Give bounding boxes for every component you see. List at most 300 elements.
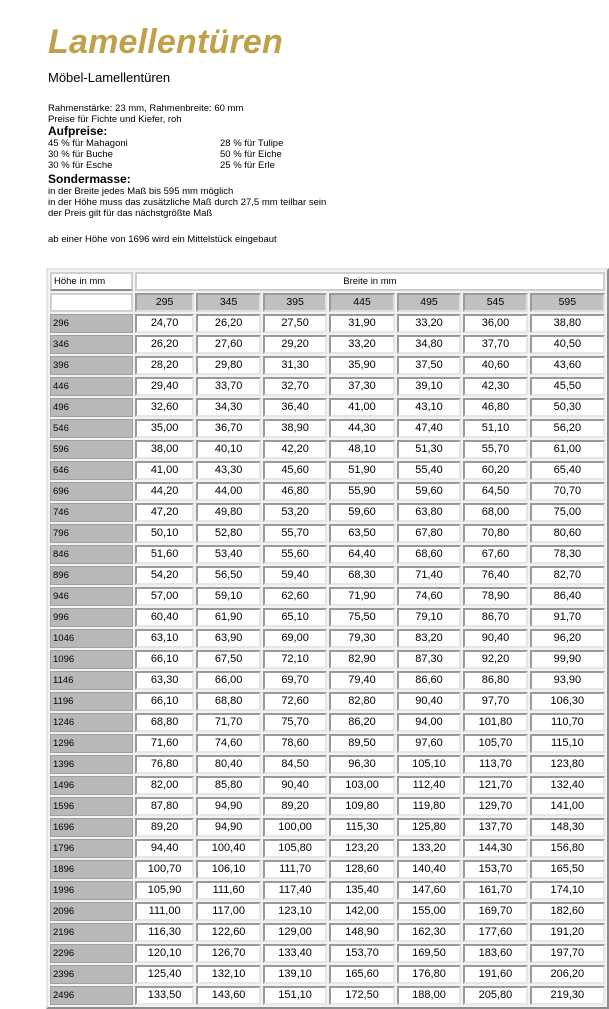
price-cell: 29,80: [196, 356, 260, 375]
price-cell: 121,70: [463, 776, 527, 795]
price-cell: 26,20: [135, 335, 195, 354]
surcharges-list: [48, 138, 568, 171]
special-size-line: der Preis gilt für das nächstgrößte Maß: [48, 208, 213, 219]
price-cell: 161,70: [463, 881, 527, 900]
price-cell: 51,30: [397, 440, 461, 459]
price-cell: 165,60: [329, 965, 394, 984]
price-cell: 66,10: [135, 692, 195, 711]
price-cell: 94,90: [196, 818, 260, 837]
table-row: [50, 923, 605, 942]
price-cell: 183,60: [463, 944, 527, 963]
price-cell: 72,60: [263, 692, 327, 711]
table-row: [50, 650, 605, 669]
price-cell: 59,10: [196, 587, 260, 606]
height-cell: 796: [50, 524, 133, 543]
price-cell: 117,00: [196, 902, 260, 921]
price-cell: 56,50: [196, 566, 260, 585]
price-cell: 38,80: [530, 314, 605, 333]
price-cell: 31,30: [263, 356, 327, 375]
surcharge-item: 30 % für Esche: [48, 160, 113, 171]
price-cell: 28,20: [135, 356, 195, 375]
special-size-line: in der Höhe muss das zusätzliche Maß durch 27,5 mm teilbar sein: [48, 197, 327, 208]
price-cell: 36,70: [196, 419, 260, 438]
price-cell: 162,30: [397, 923, 461, 942]
price-cell: 55,70: [463, 440, 527, 459]
price-cell: 70,80: [463, 524, 527, 543]
surcharge-item: 45 % für Mahagoni: [48, 138, 128, 149]
price-cell: 153,70: [463, 860, 527, 879]
table-row: [50, 839, 605, 858]
price-cell: 156,80: [530, 839, 605, 858]
price-cell: 87,30: [397, 650, 461, 669]
price-cell: 51,90: [329, 461, 394, 480]
price-cell: 68,80: [196, 692, 260, 711]
price-cell: 97,60: [397, 734, 461, 753]
price-cell: 119,80: [397, 797, 461, 816]
price-cell: 89,20: [263, 797, 327, 816]
price-cell: 40,10: [196, 440, 260, 459]
price-cell: 78,60: [263, 734, 327, 753]
price-cell: 125,80: [397, 818, 461, 837]
price-cell: 126,70: [196, 944, 260, 963]
width-header-cell: 395: [263, 293, 327, 312]
wood-type-text: Preise für Fichte und Kiefer, roh: [48, 114, 182, 125]
price-cell: 37,30: [329, 377, 394, 396]
price-cell: 36,00: [463, 314, 527, 333]
price-cell: 71,70: [196, 713, 260, 732]
price-cell: 188,00: [397, 986, 461, 1005]
price-cell: 153,70: [329, 944, 394, 963]
table-row: [50, 545, 605, 564]
price-cell: 68,80: [135, 713, 195, 732]
price-cell: 52,80: [196, 524, 260, 543]
table-row: [50, 965, 605, 984]
table-row: [50, 566, 605, 585]
price-cell: 112,40: [397, 776, 461, 795]
price-cell: 64,40: [329, 545, 394, 564]
price-cell: 64,50: [463, 482, 527, 501]
price-cell: 125,40: [135, 965, 195, 984]
height-cell: 746: [50, 503, 133, 522]
price-cell: 48,10: [329, 440, 394, 459]
price-cell: 75,70: [263, 713, 327, 732]
height-cell: 1396: [50, 755, 133, 774]
price-cell: 133,50: [135, 986, 195, 1005]
table-row: [50, 461, 605, 480]
price-cell: 63,10: [135, 629, 195, 648]
price-cell: 111,00: [135, 902, 195, 921]
price-table: [46, 268, 609, 1009]
price-cell: 31,90: [329, 314, 394, 333]
table-row: [50, 587, 605, 606]
price-cell: 70,70: [530, 482, 605, 501]
price-cell: 123,20: [329, 839, 394, 858]
price-cell: 96,30: [329, 755, 394, 774]
price-cell: 86,80: [463, 671, 527, 690]
table-row: [50, 314, 605, 333]
table-header-row: [50, 272, 605, 291]
price-cell: 91,70: [530, 608, 605, 627]
price-cell: 68,60: [397, 545, 461, 564]
price-cell: 80,60: [530, 524, 605, 543]
price-cell: 96,20: [530, 629, 605, 648]
price-cell: 110,70: [530, 713, 605, 732]
price-cell: 105,10: [397, 755, 461, 774]
price-cell: 80,40: [196, 755, 260, 774]
width-header-cell: 495: [397, 293, 461, 312]
price-cell: 78,90: [463, 587, 527, 606]
price-cell: 103,00: [329, 776, 394, 795]
price-cell: 83,20: [397, 629, 461, 648]
price-cell: 219,30: [530, 986, 605, 1005]
height-cell: 1896: [50, 860, 133, 879]
surcharge-item: 30 % für Buche: [48, 149, 113, 160]
price-cell: 140,40: [397, 860, 461, 879]
price-cell: 59,40: [263, 566, 327, 585]
price-cell: 113,70: [463, 755, 527, 774]
price-cell: 106,10: [196, 860, 260, 879]
price-cell: 53,20: [263, 503, 327, 522]
price-cell: 68,00: [463, 503, 527, 522]
price-cell: 69,00: [263, 629, 327, 648]
price-cell: 55,70: [263, 524, 327, 543]
width-header-cell: 545: [463, 293, 527, 312]
page-subtitle: Möbel-Lamellentüren: [48, 70, 171, 85]
price-cell: 35,90: [329, 356, 394, 375]
price-cell: 100,70: [135, 860, 195, 879]
price-cell: 67,50: [196, 650, 260, 669]
height-cell: 1046: [50, 629, 133, 648]
surcharges-heading: Aufpreise:: [48, 124, 108, 138]
price-cell: 128,60: [329, 860, 394, 879]
price-cell: 57,00: [135, 587, 195, 606]
special-size-line: in der Breite jedes Maß bis 595 mm möglich: [48, 186, 234, 197]
height-cell: 2096: [50, 902, 133, 921]
price-cell: 39,10: [397, 377, 461, 396]
price-cell: 33,20: [329, 335, 394, 354]
price-cell: 82,90: [329, 650, 394, 669]
price-cell: 137,70: [463, 818, 527, 837]
table-row: [50, 902, 605, 921]
price-cell: 67,80: [397, 524, 461, 543]
price-cell: 141,00: [530, 797, 605, 816]
price-cell: 169,50: [397, 944, 461, 963]
table-row: [50, 881, 605, 900]
empty-corner-cell: [50, 293, 133, 312]
price-cell: 133,40: [263, 944, 327, 963]
price-cell: 44,30: [329, 419, 394, 438]
width-header-label: Breite in mm: [135, 272, 605, 291]
price-cell: 132,40: [530, 776, 605, 795]
price-cell: 76,80: [135, 755, 195, 774]
height-cell: 1596: [50, 797, 133, 816]
price-cell: 123,10: [263, 902, 327, 921]
price-cell: 41,00: [135, 461, 195, 480]
price-cell: 133,20: [397, 839, 461, 858]
height-cell: 1246: [50, 713, 133, 732]
table-row: [50, 692, 605, 711]
price-cell: 59,60: [329, 503, 394, 522]
price-cell: 40,50: [530, 335, 605, 354]
price-cell: 27,60: [196, 335, 260, 354]
price-cell: 27,50: [263, 314, 327, 333]
height-cell: 296: [50, 314, 133, 333]
price-cell: 55,40: [397, 461, 461, 480]
price-cell: 86,40: [530, 587, 605, 606]
price-cell: 45,60: [263, 461, 327, 480]
price-cell: 29,20: [263, 335, 327, 354]
price-cell: 55,60: [263, 545, 327, 564]
page-title: Lamellentüren: [48, 23, 283, 61]
table-row: [50, 986, 605, 1005]
price-cell: 41,00: [329, 398, 394, 417]
width-header-cell: 445: [329, 293, 394, 312]
height-cell: 1796: [50, 839, 133, 858]
width-header-cell: 345: [196, 293, 260, 312]
price-cell: 67,60: [463, 545, 527, 564]
price-cell: 47,40: [397, 419, 461, 438]
price-table-body: [50, 272, 605, 1005]
price-cell: 79,30: [329, 629, 394, 648]
price-cell: 32,70: [263, 377, 327, 396]
price-cell: 97,70: [463, 692, 527, 711]
price-cell: 129,00: [263, 923, 327, 942]
price-cell: 74,60: [397, 587, 461, 606]
height-cell: 1196: [50, 692, 133, 711]
price-cell: 176,80: [397, 965, 461, 984]
price-cell: 62,60: [263, 587, 327, 606]
price-cell: 169,70: [463, 902, 527, 921]
price-cell: 36,40: [263, 398, 327, 417]
price-cell: 87,80: [135, 797, 195, 816]
price-cell: 174,10: [530, 881, 605, 900]
frame-dimensions-text: Rahmenstärke: 23 mm, Rahmenbreite: 60 mm: [48, 103, 244, 114]
price-cell: 206,20: [530, 965, 605, 984]
table-row: [50, 629, 605, 648]
width-header-cell: 295: [135, 293, 195, 312]
table-row: [50, 755, 605, 774]
price-cell: 85,80: [196, 776, 260, 795]
price-cell: 34,30: [196, 398, 260, 417]
price-cell: 116,30: [135, 923, 195, 942]
price-cell: 177,60: [463, 923, 527, 942]
price-cell: 24,70: [135, 314, 195, 333]
height-cell: 346: [50, 335, 133, 354]
price-cell: 82,00: [135, 776, 195, 795]
price-cell: 197,70: [530, 944, 605, 963]
price-cell: 94,90: [196, 797, 260, 816]
price-cell: 122,60: [196, 923, 260, 942]
price-cell: 26,20: [196, 314, 260, 333]
price-cell: 71,90: [329, 587, 394, 606]
price-cell: 60,20: [463, 461, 527, 480]
table-row: [50, 356, 605, 375]
price-cell: 82,70: [530, 566, 605, 585]
price-cell: 105,80: [263, 839, 327, 858]
price-cell: 40,60: [463, 356, 527, 375]
price-cell: 148,30: [530, 818, 605, 837]
price-cell: 105,90: [135, 881, 195, 900]
price-cell: 106,30: [530, 692, 605, 711]
table-row: [50, 713, 605, 732]
price-cell: 55,90: [329, 482, 394, 501]
table-row: [50, 440, 605, 459]
height-cell: 2396: [50, 965, 133, 984]
price-cell: 82,80: [329, 692, 394, 711]
price-cell: 205,80: [463, 986, 527, 1005]
price-cell: 79,10: [397, 608, 461, 627]
price-cell: 94,40: [135, 839, 195, 858]
price-cell: 165,50: [530, 860, 605, 879]
price-cell: 29,40: [135, 377, 195, 396]
table-row: [50, 503, 605, 522]
price-cell: 135,40: [329, 881, 394, 900]
price-cell: 129,70: [463, 797, 527, 816]
price-cell: 75,00: [530, 503, 605, 522]
price-cell: 148,90: [329, 923, 394, 942]
price-cell: 132,10: [196, 965, 260, 984]
price-cell: 56,20: [530, 419, 605, 438]
price-cell: 49,80: [196, 503, 260, 522]
height-cell: 1146: [50, 671, 133, 690]
table-row: [50, 860, 605, 879]
price-cell: 63,30: [135, 671, 195, 690]
price-cell: 101,80: [463, 713, 527, 732]
height-cell: 1696: [50, 818, 133, 837]
price-cell: 71,60: [135, 734, 195, 753]
height-column-label: Höhe in mm: [50, 272, 133, 291]
surcharge-item: 50 % für Eiche: [220, 149, 282, 160]
document-page: [48, 22, 568, 245]
height-cell: 896: [50, 566, 133, 585]
price-cell: 63,50: [329, 524, 394, 543]
height-cell: 596: [50, 440, 133, 459]
price-cell: 78,30: [530, 545, 605, 564]
price-cell: 54,20: [135, 566, 195, 585]
price-cell: 84,50: [263, 755, 327, 774]
price-cell: 115,10: [530, 734, 605, 753]
price-cell: 139,10: [263, 965, 327, 984]
info-block: [48, 103, 568, 125]
table-row: [50, 419, 605, 438]
price-cell: 66,00: [196, 671, 260, 690]
price-cell: 86,70: [463, 608, 527, 627]
price-cell: 86,20: [329, 713, 394, 732]
price-cell: 38,90: [263, 419, 327, 438]
price-cell: 191,20: [530, 923, 605, 942]
table-row: [50, 944, 605, 963]
price-cell: 43,30: [196, 461, 260, 480]
table-row: [50, 776, 605, 795]
price-cell: 46,80: [263, 482, 327, 501]
price-cell: 43,10: [397, 398, 461, 417]
price-cell: 100,40: [196, 839, 260, 858]
table-row: [50, 482, 605, 501]
price-cell: 111,60: [196, 881, 260, 900]
price-cell: 120,10: [135, 944, 195, 963]
table-row: [50, 524, 605, 543]
price-cell: 93,90: [530, 671, 605, 690]
height-cell: 646: [50, 461, 133, 480]
surcharge-item: 25 % für Erle: [220, 160, 275, 171]
height-cell: 2196: [50, 923, 133, 942]
price-cell: 143,60: [196, 986, 260, 1005]
price-cell: 74,60: [196, 734, 260, 753]
price-cell: 94,00: [397, 713, 461, 732]
price-cell: 92,20: [463, 650, 527, 669]
price-cell: 147,60: [397, 881, 461, 900]
price-cell: 33,20: [397, 314, 461, 333]
price-cell: 100,00: [263, 818, 327, 837]
table-row: [50, 398, 605, 417]
height-cell: 846: [50, 545, 133, 564]
price-cell: 68,30: [329, 566, 394, 585]
price-cell: 46,80: [463, 398, 527, 417]
price-cell: 50,30: [530, 398, 605, 417]
price-cell: 142,00: [329, 902, 394, 921]
price-cell: 38,00: [135, 440, 195, 459]
price-cell: 42,20: [263, 440, 327, 459]
price-cell: 63,80: [397, 503, 461, 522]
price-cell: 105,70: [463, 734, 527, 753]
height-cell: 1096: [50, 650, 133, 669]
height-cell: 396: [50, 356, 133, 375]
height-cell: 946: [50, 587, 133, 606]
price-cell: 155,00: [397, 902, 461, 921]
price-cell: 72,10: [263, 650, 327, 669]
middle-piece-notice: ab einer Höhe von 1696 wird ein Mittelstück eingebaut: [48, 234, 277, 245]
price-cell: 69,70: [263, 671, 327, 690]
height-cell: 1996: [50, 881, 133, 900]
price-cell: 47,20: [135, 503, 195, 522]
price-cell: 61,90: [196, 608, 260, 627]
price-cell: 151,10: [263, 986, 327, 1005]
price-cell: 71,40: [397, 566, 461, 585]
price-cell: 86,60: [397, 671, 461, 690]
height-cell: 1496: [50, 776, 133, 795]
price-cell: 63,90: [196, 629, 260, 648]
table-row: [50, 335, 605, 354]
price-cell: 115,30: [329, 818, 394, 837]
price-cell: 45,50: [530, 377, 605, 396]
price-cell: 37,50: [397, 356, 461, 375]
price-cell: 65,10: [263, 608, 327, 627]
price-cell: 66,10: [135, 650, 195, 669]
price-cell: 42,30: [463, 377, 527, 396]
price-cell: 117,40: [263, 881, 327, 900]
price-cell: 111,70: [263, 860, 327, 879]
price-cell: 61,00: [530, 440, 605, 459]
price-cell: 51,60: [135, 545, 195, 564]
price-cell: 182,60: [530, 902, 605, 921]
height-cell: 1296: [50, 734, 133, 753]
price-cell: 76,40: [463, 566, 527, 585]
price-cell: 65,40: [530, 461, 605, 480]
price-cell: 50,10: [135, 524, 195, 543]
price-cell: 53,40: [196, 545, 260, 564]
table-row: [50, 734, 605, 753]
table-row: [50, 797, 605, 816]
price-cell: 37,70: [463, 335, 527, 354]
price-cell: 89,20: [135, 818, 195, 837]
price-cell: 51,10: [463, 419, 527, 438]
price-cell: 191,60: [463, 965, 527, 984]
height-cell: 446: [50, 377, 133, 396]
price-cell: 59,60: [397, 482, 461, 501]
special-sizes-list: [48, 186, 568, 219]
price-cell: 79,40: [329, 671, 394, 690]
price-cell: 44,00: [196, 482, 260, 501]
